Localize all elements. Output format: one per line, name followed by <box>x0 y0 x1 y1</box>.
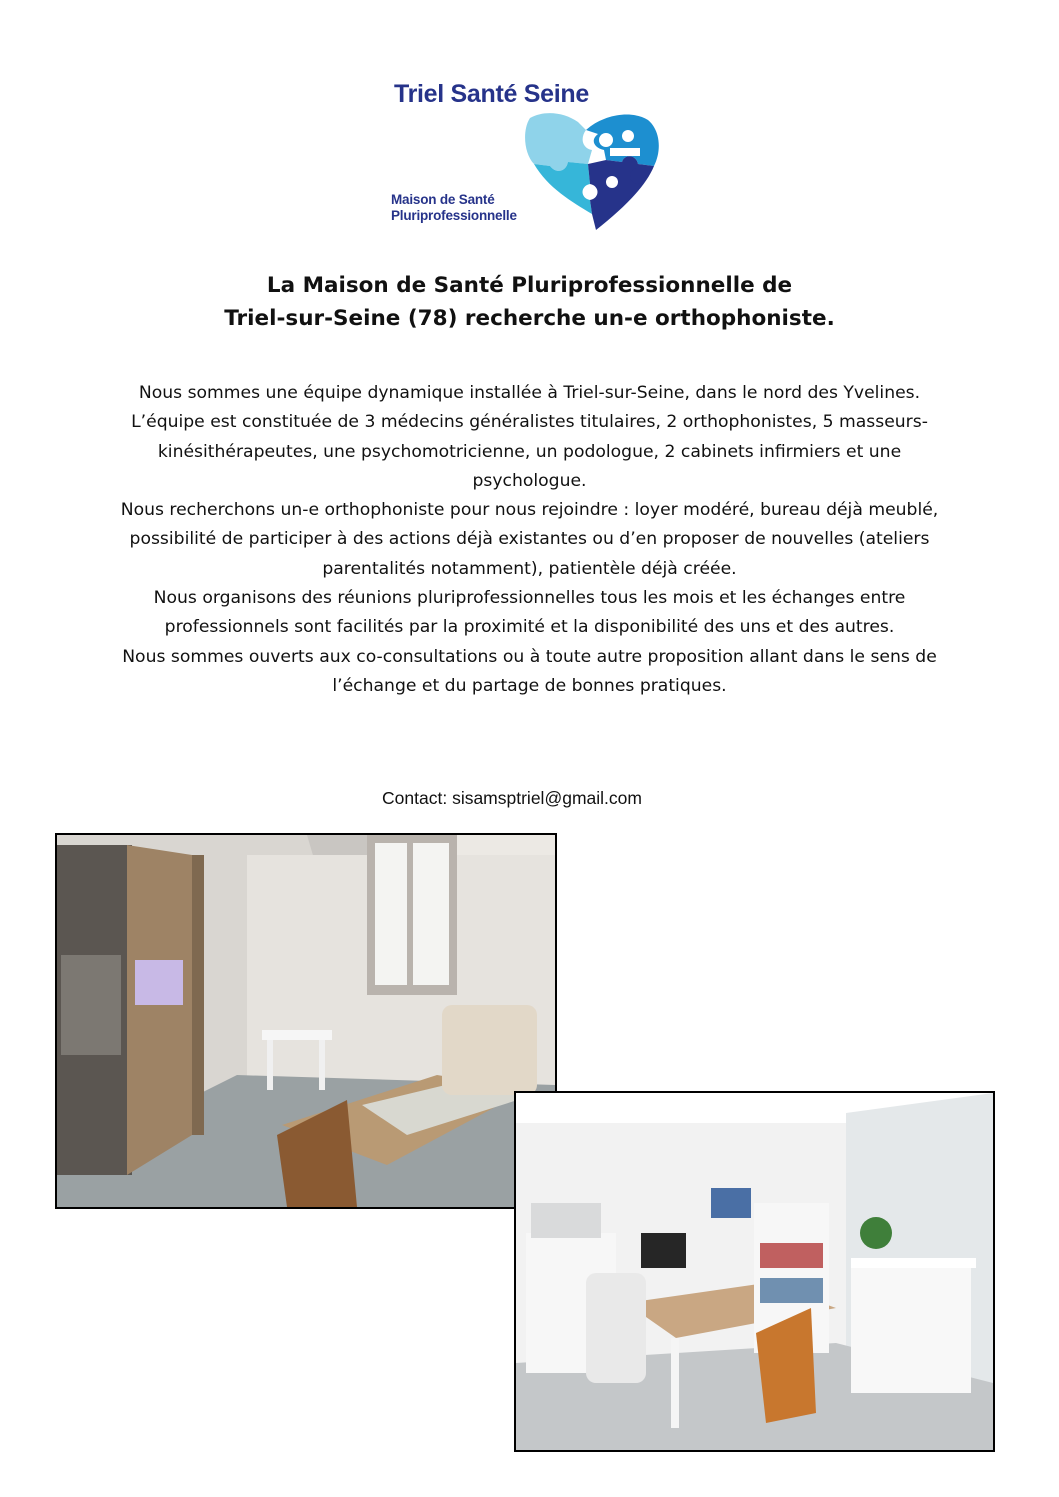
logo <box>388 78 678 238</box>
paragraph-openness: Nous sommes ouverts aux co-consultations ou à toute autre proposition allant dans le sens de l’échange et du partage de bonnes pratiques. <box>122 646 937 696</box>
office-photo-1 <box>55 833 557 1209</box>
logo-subtitle-line1: Maison de Santé <box>391 192 495 207</box>
puzzle-heart-icon <box>520 110 666 232</box>
headline-line2: Triel-sur-Seine (78) recherche un-e orthophoniste. <box>224 306 835 331</box>
logo-subtitle-line2: Pluriprofessionnelle <box>391 208 517 223</box>
headline-line1: La Maison de Santé Pluriprofessionnelle de <box>266 273 793 298</box>
logo-subtitle <box>391 192 517 224</box>
paragraph-meetings: Nous organisons des réunions pluriprofessionnelles tous les mois et les échanges entre professionnels sont facilités par la proximité et la disponibilité des uns et des autres. <box>153 588 906 638</box>
paragraph-team: Nous sommes une équipe dynamique installée à Triel-sur-Seine, dans le nord des Yvelines. L’équipe est constituée de 3 médecins généralistes titulaires, 2 orthophonistes, 5 masseurs-kinésithérapeutes, une psychomotricienne, un podologue, 2 cabinets infirmiers et une psychologue. <box>131 383 928 491</box>
headline <box>100 269 959 335</box>
office-photo-2 <box>514 1091 995 1452</box>
paragraph-offer: Nous recherchons un-e orthophoniste pour nous rejoindre : loyer modéré, bureau déjà meublé, possibilité de participer à des actions déjà existantes ou d’en proposer de nouvelles (ateliers parentalités notamment), patientèle déjà créée. <box>120 500 939 579</box>
logo-title: Triel Santé Seine <box>394 80 589 108</box>
body-text <box>112 379 947 701</box>
contact-line: Contact: sisamsptriel@gmail.com <box>382 788 642 808</box>
